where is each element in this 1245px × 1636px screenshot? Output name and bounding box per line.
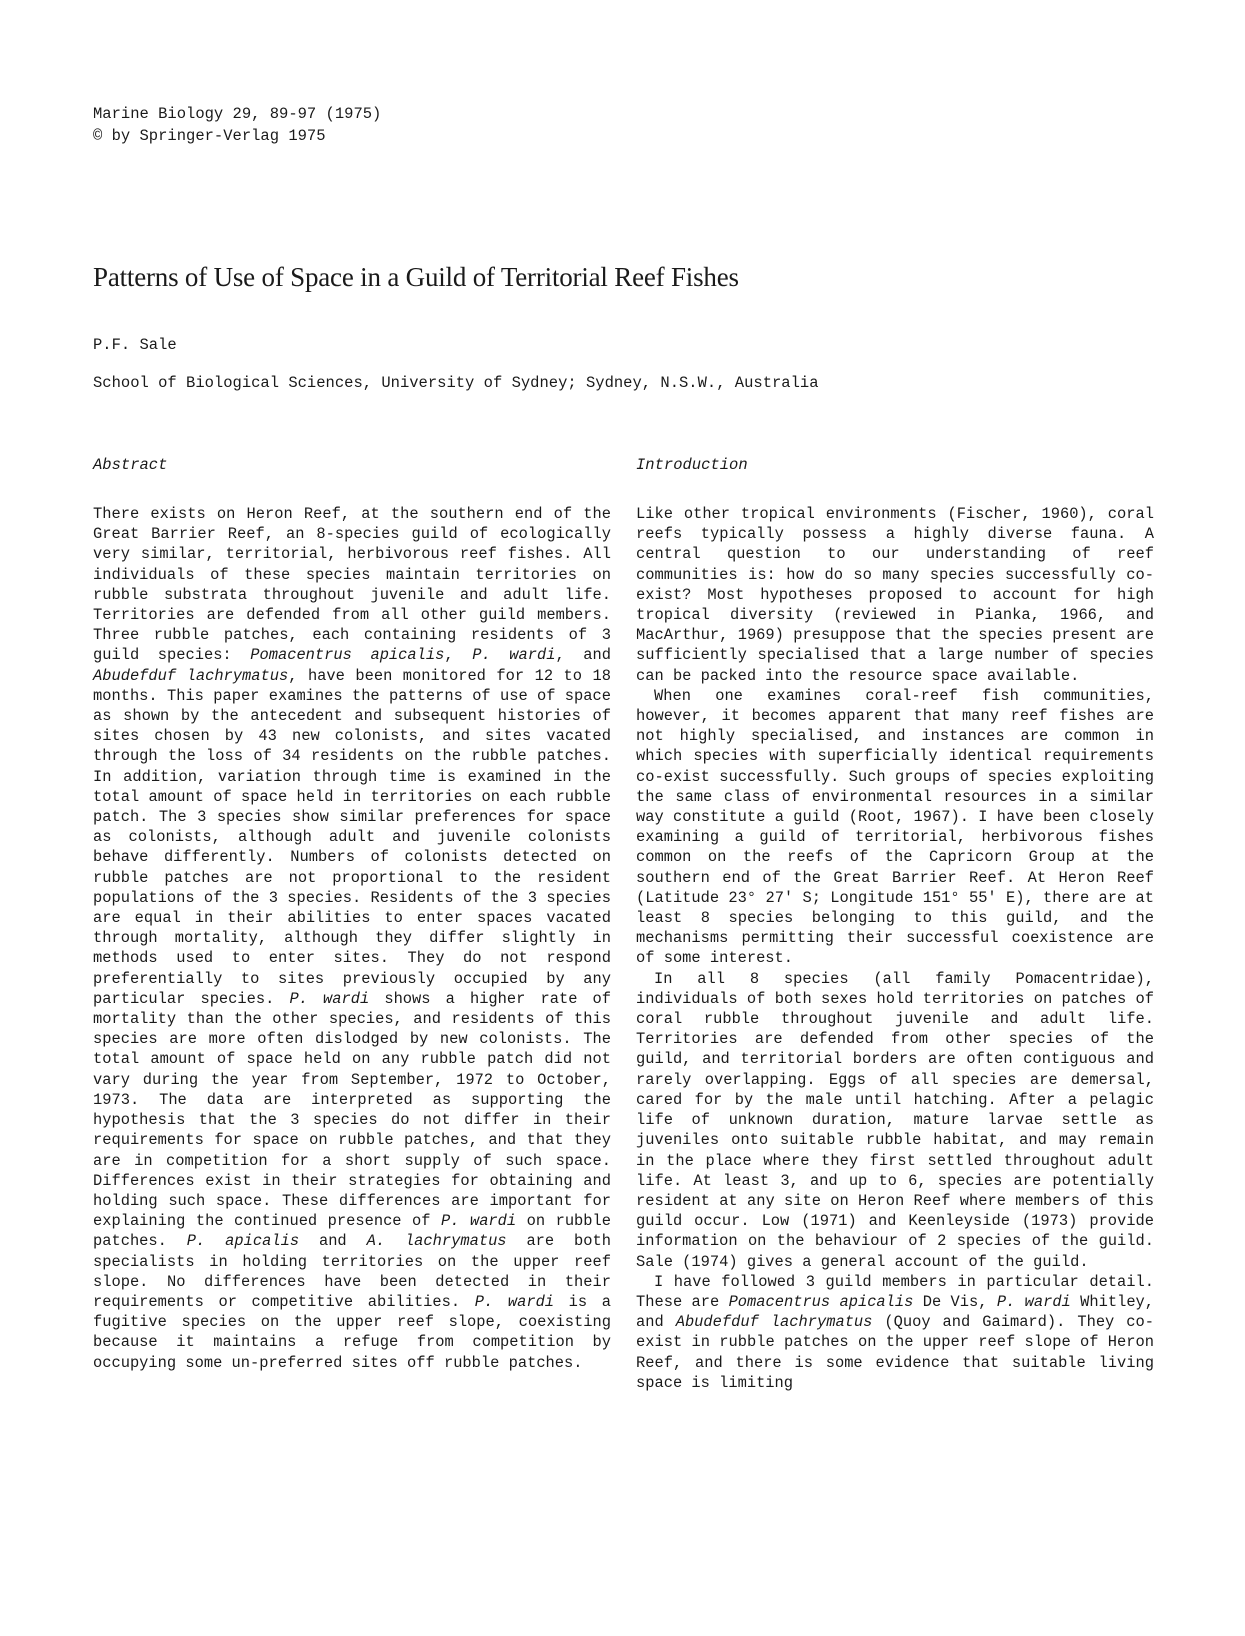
species-name: Pomacentrus apicalis [728,1292,914,1311]
abstract-section [93,455,611,1373]
journal-line: Marine Biology 29, 89-97 (1975) [93,105,382,123]
species-name: P. wardi [474,1292,555,1311]
introduction-section [636,455,1154,1393]
author-affiliation: School of Biological Sciences, University of Sydney; Sydney, N.S.W., Australia [93,374,819,392]
introduction-paragraph: I have followed 3 guild members in particular detail. These are Pomacentrus apicalis De Vis, P. wardi Whitley, and Abudefduf lachrymatus (Quoy and Gaimard). They co-exist in rubble patches on the upper reef slope of Heron Reef, and there is some evidence that suitable living space is limiting [636,1272,1155,1392]
paper-title: Patterns of Use of Space in a Guild of Territorial Reef Fishes [93,262,739,292]
species-name: P. wardi [996,1292,1071,1311]
journal-citation [93,103,381,147]
species-name: Abudefduf lachrymatus [93,666,289,685]
abstract-paragraph: There exists on Heron Reef, at the southern end of the Great Barrier Reef, an 8-species guild of ecologically very similar, territorial, herbivorous reef fishes. All individuals of these species maintain territories on rubble substrata throughout juvenile and adult life. Territories are defended from all other guild members. Three rubble patches, each containing residents of 3 guild species: Pomacentrus apicalis, P. wardi, and Abudefduf lachrymatus, have been monitored for 12 to 18 months. This paper examines the patterns of use of space as shown by the antecedent and subsequent histories of sites chosen by 43 new colonists, and sites vacated through the loss of 34 residents on the rubble patches. In addition, variation through time is examined in the total amount of space held in territories on each rubble patch. The 3 species show similar preferences for space as colonists, although adult and juvenile colonists behave differently. Numbers of colonists detected on rubble patches are not proportional to the resident populations of the 3 species. Residents of the 3 species are equal in their abilities to enter spaces vacated through mortality, although they differ slightly in methods used to enter sites. They do not respond preferentially to sites previously occupied by any particular species. P. wardi shows a higher rate of mortality than the other species, and residents of this species are more often dislodged by new colonists. The total amount of space held on any rubble patch did not vary during the year from September, 1972 to October, 1973. The data are interpreted as supporting the hypothesis that the 3 species do not differ in their requirements for space on rubble patches, and that they are in competition for a short supply of such space. Differences exist in their strategies for obtaining and holding such space. These differences are important for explaining the continued presence of P. wardi on rubble patches. P. apicalis and A. lachrymatus are both specialists in holding territories on the upper reef slope. No differences have been detected in their requirements or competitive abilities. P. wardi is a fugitive species on the upper reef slope, coexisting because it maintains a refuge from competition by occupying some un-preferred sites off rubble patches. [93,505,612,1372]
introduction-paragraph: In all 8 species (all family Pomacentridae), individuals of both sexes hold territories on patches of coral rubble throughout juvenile and adult life. Territories are defended from other species of the guild, and territorial borders are often contiguous and rarely overlapping. Eggs of all species are demersal, cared for by the male until hatching. After a pelagic life of unknown duration, mature larvae settle as juveniles onto suitable rubble habitat, and may remain in the place where they first settled throughout adult life. At least 3, and up to 6, species are potentially resident at any site on Heron Reef where members of this guild occur. Low (1971) and Keenleyside (1973) provide information on the behaviour of 2 species of the guild. Sale (1974) gives a general account of the guild. [636,969,1154,1271]
author-name: P.F. Sale [93,336,177,354]
species-name: P. wardi [289,989,370,1008]
species-name: Pomacentrus apicalis [250,646,445,665]
species-name: P. apicalis [186,1232,300,1251]
introduction-body [636,504,1154,1393]
species-name: P. wardi [472,646,556,665]
introduction-paragraph: When one examines coral-reef fish communities, however, it becomes apparent that many reef fishes are not highly specialised, and instances are common in which species with superficially identical requirements co-exist successfully. Such groups of species exploiting the same class of environmental resources in a similar way constitute a guild (Root, 1967). I have been closely examining a guild of territorial, herbivorous fishes common on the reefs of the Capricorn Group at the southern end of the Great Barrier Reef. At Heron Reef (Latitude 23° 27' S; Longitude 151° 55' E), there are at least 8 species belonging to this guild, and the mechanisms permitting their successful coexistence are of some interest. [636,686,1154,968]
species-name: Abudefduf lachrymatus [675,1313,873,1332]
abstract-body [93,504,611,1373]
species-name: A. lachrymatus [366,1232,507,1251]
introduction-heading: Introduction [636,456,748,474]
introduction-paragraph: Like other tropical environments (Fischer, 1960), coral reefs typically possess a highly diverse fauna. A central question to our understanding of reef communities is: how do so many species successfully co-exist? Most hypotheses proposed to account for high tropical diversity (reviewed in Pianka, 1966, and MacArthur, 1969) presuppose that the species present are sufficiently specialised that a large number of species can be packed into the resource space available. [636,505,1154,685]
abstract-heading: Abstract [93,456,168,474]
copyright-line: © by Springer-Verlag 1975 [93,127,326,145]
species-name: P. wardi [441,1212,517,1231]
